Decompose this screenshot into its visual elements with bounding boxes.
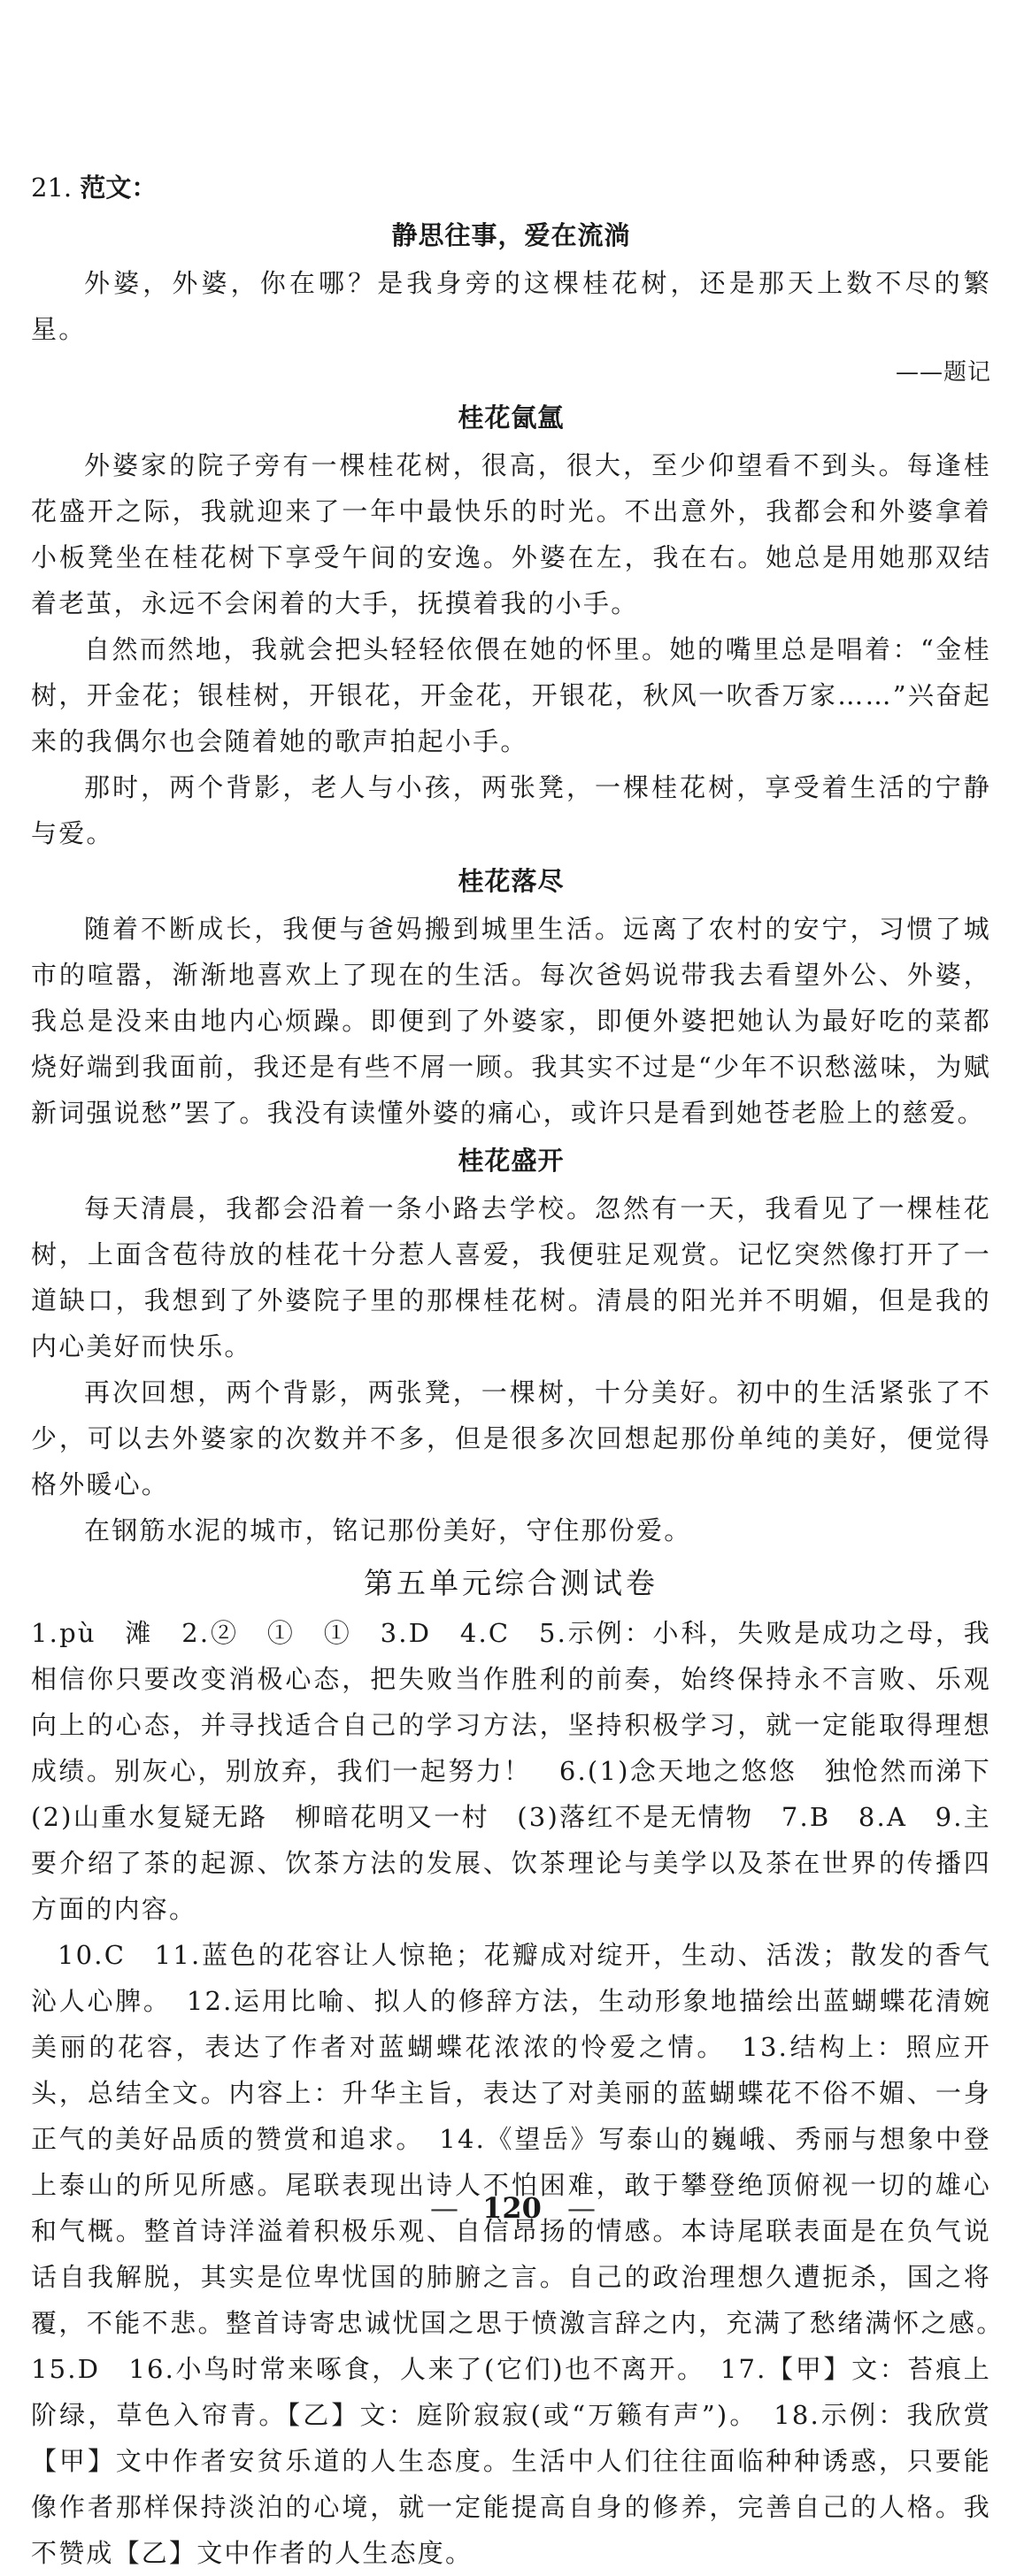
section-paragraph: 自然而然地，我就会把头轻轻依偎在她的怀里。她的嘴里总是唱着：“金桂树，开金花；银桂树，开银花，开金花，开银花，秋风一吹香万家……”兴奋起来的我偶尔也会随着她的歌声拍起小手。 (31, 634, 991, 756)
section-paragraph: 再次回想，两个背影，两张凳，一棵树，十分美好。初中的生活紧张了不少，可以去外婆家的次数并不多，但是很多次回想起那份单纯的美好，便觉得格外暖心。 (31, 1377, 991, 1499)
section-paragraph: 在钢筋水泥的城市，铭记那份美好，守住那份爱。 (84, 1515, 692, 1545)
page-number (0, 2189, 1024, 2227)
essay-epigraph: 外婆，外婆，你在哪？是我身旁的这棵桂花树，还是那天上数不尽的繁星。 (31, 268, 991, 344)
section-paragraph: 外婆家的院子旁有一棵桂花树，很高，很大，至少仰望看不到头。每逢桂花盛开之际，我就迎来了一年中最快乐的时光。不出意外，我都会和外婆拿着小板凳坐在桂花树下享受午间的安逸。外婆在左，我在右。她总是用她那双结着老茧，永远不会闲着的大手，抚摸着我的小手。 (31, 450, 991, 618)
page-number-value: 120 (482, 2191, 542, 2225)
page-number-dash: — (429, 2191, 457, 2225)
section-heading: 桂花落尽 (458, 866, 565, 896)
section-heading: 桂花盛开 (458, 1146, 565, 1176)
page-number-dash: — (567, 2191, 595, 2225)
essay-title: 静思往事，爱在流淌 (391, 220, 631, 250)
answer-block (31, 1610, 1020, 2576)
question-title: 范文： (80, 172, 158, 203)
question-header (31, 165, 991, 211)
answer-paragraph: 1.pù 滩 2.② ① ① 3.D 4.C 5.示例：小科，失败是成功之母，我相信你只要改变消极心态，把失败当作胜利的前奏，始终保持永不言败、乐观向上的心态，并寻找适合自己的学习方法，坚持积极学习，就一定能取得理想成绩。别灰心，别放弃，我们一起努力！ 6.(1)念天地之悠悠 独怆然而涕下 (2)山重水复疑无路 柳暗花明又一村 (3)落红不是无情物 7.B 8.A 9.主要介绍了茶的起源、饮茶方法的发展、饮茶理论与美学以及茶在世界的传播四方面的内容。 (31, 1618, 1020, 1924)
section-paragraph: 那时，两个背影，老人与小孩，两张凳，一棵桂花树，享受着生活的宁静与爱。 (31, 772, 991, 848)
answer-paragraph: 10.C 11.蓝色的花容让人惊艳；花瓣成对绽开，生动、活泼；散发的香气沁人心脾。 12.运用比喻、拟人的修辞方法，生动形象地描绘出蓝蝴蝶花清婉美丽的花容，表达了作者对蓝蝴蝶花浓浓的怜爱之情。 13.结构上：照应开头，总结全文。内容上：升华主旨，表达了对美丽的蓝蝴蝶花不俗不媚、一身正气的美好品质的赞赏和追求。 14.《望岳》写泰山的巍峨、秀丽与想象中登上泰山的所见所感。尾联表现出诗人不怕困难，敢于攀登绝顶俯视一切的雄心和气概。整首诗洋溢着积极乐观、自信昂扬的情感。本诗尾联表面是在负气说话自我解脱，其实是位卑忧国的肺腑之言。自己的政治理想久遭扼杀，国之将覆，不能不悲。整首诗寄忠诚忧国之思于愤激言辞之内，充满了愁绪满怀之感。 15.D 16.小鸟时常来啄食，人来了(它们)也不离开。 17.【甲】文：苔痕上阶绿，草色入帘青。【乙】文：庭阶寂寂(或“万籁有声”)。 18.示例：我欣赏【甲】文中作者安贫乐道的人生态度。生活中人们往往面临种种诱惑，只要能像作者那样保持淡泊的心境，就一定能提高自身的修养，完善自己的人格。我不赞成【乙】文中作者的人生态度。 (31, 1940, 1020, 2568)
section-heading: 桂花氤氲 (458, 402, 565, 433)
unit-test-title: 第五单元综合测试卷 (364, 1566, 658, 1600)
question-number: 21. (31, 172, 73, 203)
section-paragraph: 每天清晨，我都会沿着一条小路去学校。忽然有一天，我看见了一棵桂花树，上面含苞待放的桂花十分惹人喜爱，我便驻足观赏。记忆突然像打开了一道缺口，我想到了外婆院子里的那棵桂花树。清晨的阳光并不明媚，但是我的内心美好而快乐。 (31, 1193, 991, 1361)
epigraph-signature: ——题记 (895, 359, 991, 386)
section-paragraph: 随着不断成长，我便与爸妈搬到城里生活。远离了农村的安宁，习惯了城市的喧嚣，渐渐地喜欢上了现在的生活。每次爸妈说带我去看望外公、外婆，我总是没来由地内心烦躁。即便到了外婆家，即便外婆把她认为最好吃的菜都烧好端到我面前，我还是有些不屑一顾。我其实不过是“少年不识愁滋味，为赋新词强说愁”罢了。我没有读懂外婆的痛心，或许只是看到她苍老脸上的慈爱。 (31, 914, 991, 1128)
